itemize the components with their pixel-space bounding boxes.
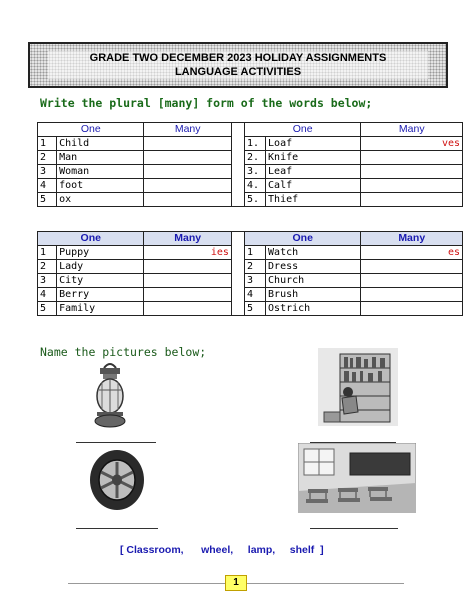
instruction-plural: Write the plural [many] form of the words below; [40, 96, 373, 110]
row-number: 3 [244, 274, 265, 288]
row-number: 4 [38, 288, 57, 302]
singular-word: Puppy [57, 246, 144, 260]
row-number: 2 [38, 260, 57, 274]
row-number: 3 [38, 274, 57, 288]
plural-answer-cell[interactable] [144, 274, 231, 288]
row-number: 5 [38, 302, 57, 316]
plural-answer-cell[interactable]: es [361, 246, 463, 260]
table-header-row [38, 123, 463, 137]
page-number: 1 [225, 575, 247, 591]
plural-answer-cell[interactable] [144, 260, 231, 274]
singular-word: Knife [266, 151, 361, 165]
singular-word: Woman [57, 165, 144, 179]
table-row [38, 302, 463, 316]
row-number: 4 [244, 288, 265, 302]
singular-word: Thief [266, 193, 361, 207]
answer-line-classroom[interactable] [310, 528, 398, 529]
plural-answer-cell[interactable] [361, 151, 463, 165]
singular-word: Lady [57, 260, 144, 274]
col-many-left: Many [144, 232, 231, 246]
row-number: 2 [244, 260, 265, 274]
plural-answer-cell[interactable] [144, 302, 231, 316]
singular-word: Child [57, 137, 144, 151]
table-row [38, 193, 463, 207]
plural-answer-cell[interactable] [144, 288, 231, 302]
plural-answer-cell[interactable] [144, 165, 231, 179]
plural-answer-cell[interactable] [144, 151, 231, 165]
table-row [38, 246, 463, 260]
row-number: 3. [244, 165, 265, 179]
plural-answer-cell[interactable] [361, 274, 463, 288]
row-number: 2 [38, 151, 57, 165]
word-bank: [ Classroom, wheel, lamp, shelf ] [120, 544, 324, 556]
header-subtitle: LANGUAGE ACTIVITIES [48, 65, 428, 79]
row-number: 5. [244, 193, 265, 207]
col-one-right: One [244, 232, 361, 246]
row-number: 1 [244, 246, 265, 260]
col-many-left: Many [144, 123, 231, 137]
header-box [28, 42, 448, 88]
col-one-left: One [38, 232, 144, 246]
singular-word: ox [57, 193, 144, 207]
table-row [38, 179, 463, 193]
plural-answer-cell[interactable] [361, 260, 463, 274]
singular-word: Calf [266, 179, 361, 193]
plural-answer-cell[interactable] [361, 193, 463, 207]
col-many-right: Many [361, 123, 463, 137]
classroom-picture [298, 443, 416, 513]
plural-answer-cell[interactable]: ies [144, 246, 231, 260]
row-number: 1 [38, 246, 57, 260]
row-number: 1. [244, 137, 265, 151]
singular-word: Man [57, 151, 144, 165]
tyre-picture [88, 448, 146, 512]
plural-table-1 [37, 122, 463, 207]
row-number: 4. [244, 179, 265, 193]
col-many-right: Many [361, 232, 463, 246]
plural-table-2 [37, 231, 463, 316]
table-row [38, 137, 463, 151]
plural-answer-cell[interactable] [144, 137, 231, 151]
singular-word: Leaf [266, 165, 361, 179]
row-number: 5 [244, 302, 265, 316]
row-number: 4 [38, 179, 57, 193]
plural-answer-cell[interactable] [361, 288, 463, 302]
plural-answer-cell[interactable] [144, 179, 231, 193]
plural-answer-cell[interactable]: ves [361, 137, 463, 151]
singular-word: Berry [57, 288, 144, 302]
singular-word: Watch [266, 246, 361, 260]
singular-word: Dress [266, 260, 361, 274]
table-row [38, 260, 463, 274]
singular-word: foot [57, 179, 144, 193]
plural-answer-cell[interactable] [361, 179, 463, 193]
plural-answer-cell[interactable] [361, 165, 463, 179]
table-row [38, 274, 463, 288]
col-one-left: One [38, 123, 144, 137]
singular-word: Loaf [266, 137, 361, 151]
library-picture [318, 348, 398, 426]
table-row [38, 151, 463, 165]
answer-line-tyre[interactable] [76, 528, 158, 529]
col-one-right: One [244, 123, 361, 137]
header-title: GRADE TWO DECEMBER 2023 HOLIDAY ASSIGNMENTS [48, 51, 428, 65]
plural-answer-cell[interactable] [144, 193, 231, 207]
lantern-picture [86, 360, 134, 428]
plural-answer-cell[interactable] [361, 302, 463, 316]
table-row [38, 288, 463, 302]
singular-word: City [57, 274, 144, 288]
row-number: 5 [38, 193, 57, 207]
singular-word: Church [266, 274, 361, 288]
table-header-row [38, 232, 463, 246]
singular-word: Family [57, 302, 144, 316]
answer-line-lantern[interactable] [76, 442, 156, 443]
singular-word: Ostrich [266, 302, 361, 316]
row-number: 2. [244, 151, 265, 165]
instruction-pictures: Name the pictures below; [40, 345, 207, 359]
row-number: 1 [38, 137, 57, 151]
row-number: 3 [38, 165, 57, 179]
singular-word: Brush [266, 288, 361, 302]
table-row [38, 165, 463, 179]
